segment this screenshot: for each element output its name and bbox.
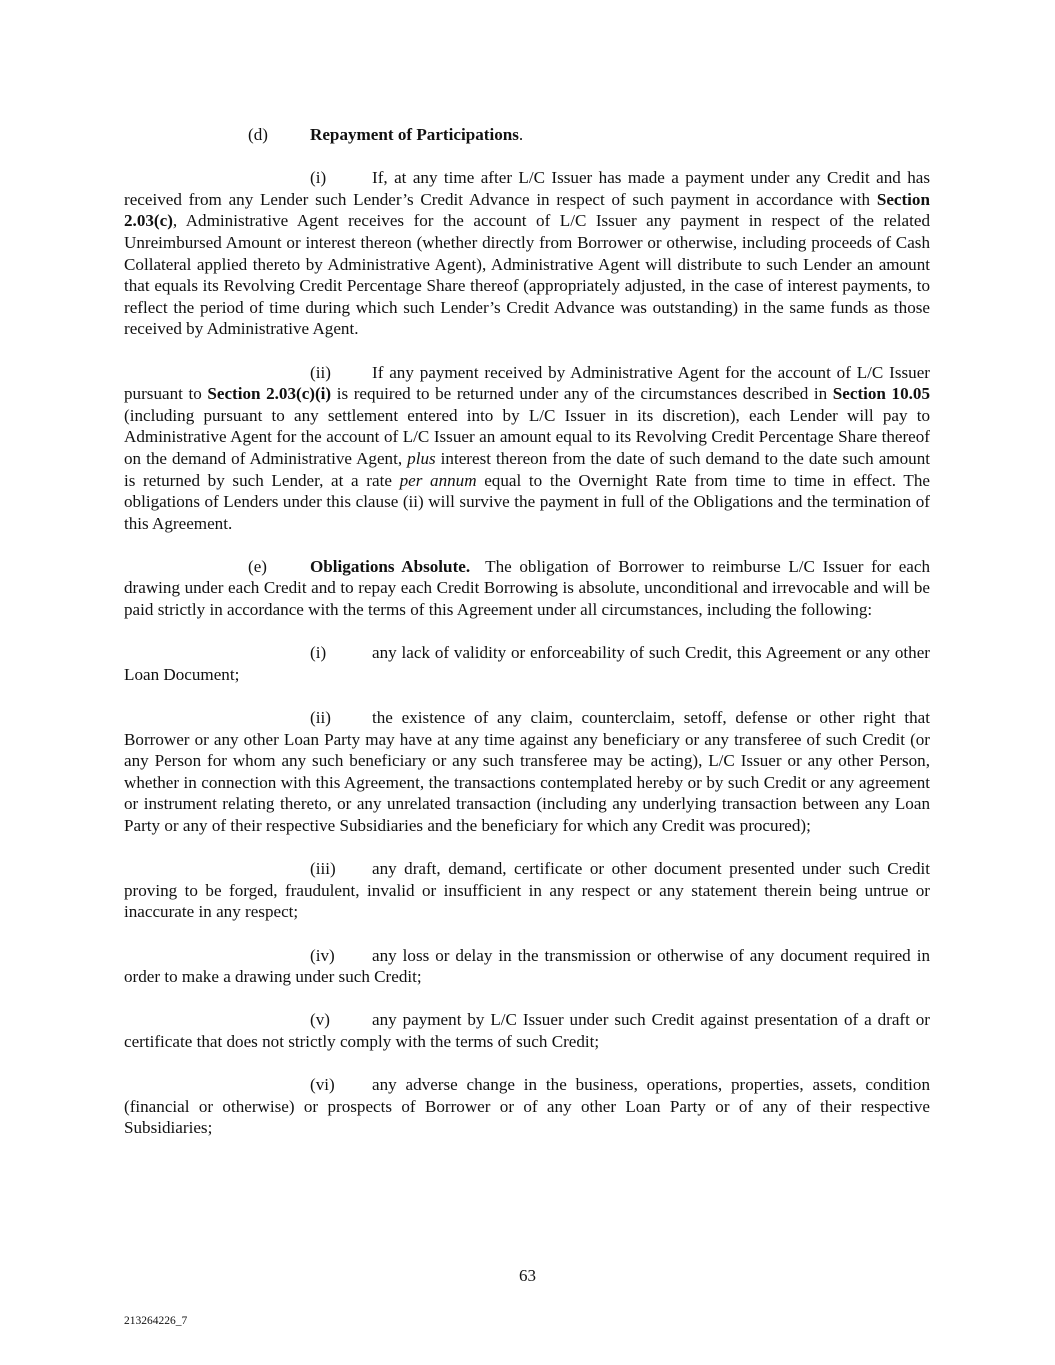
section-d-heading: (d) Repayment of Participations. (248, 125, 524, 144)
paragraph-e-ii: (ii) the existence of any claim, counterclaim, setoff, defense or other right that Borrower or any other Loan Party may have at any time against any beneficiary or any transferee of such Credit (or any Person for whom any such beneficiary or any such transferee may be acting), L/C Issuer or any other Person, whether in connection with this Agreement, the transactions contemplated hereby or by such Credit or any agreement or instrument relating thereto, or any unrelated transaction (including any underlying transaction between any Loan Party or any of their respective Subsidiaries and the beneficiary for which any Credit was procured); (124, 708, 930, 835)
emphasis: plus (407, 448, 436, 468)
paragraph-e-iv: (iv) any loss or delay in the transmission or otherwise of any document required in order to make a drawing under such Credit; (124, 945, 930, 987)
emphasis: per annum (399, 470, 477, 490)
paragraph-e-iv-label: (iv) (310, 945, 335, 965)
section-ref: Section 10.05 (832, 384, 930, 404)
page-number: 63 (519, 1266, 536, 1285)
paragraph-e-iii: (iii) any draft, demand, certificate or other document presented under such Credit proving to be forged, fraudulent, invalid or insufficient in any respect or any statement therein being untrue or inaccurate in any respect; (124, 859, 930, 922)
paragraph-e-ii-label: (ii) (310, 708, 331, 728)
paragraph-e-vi: (vi) any adverse change in the business, operations, properties, assets, condition (financial or otherwise) or prospects of Borrower or of any other Loan Party or of any of their respective Subsidiaries; (124, 1075, 930, 1138)
paragraph-e-vi-label: (vi) (310, 1075, 335, 1095)
paragraph-e-i-label: (i) (310, 643, 327, 663)
paragraph-d-ii: (ii) If any payment received by Administrative Agent for the account of L/C Issuer pursuant to Section 2.03(c)(i) is required to be returned under any of the circumstances described in Section 10.05 (including pursuant to any settlement entered into by L/C Issuer in its discretion), each Lender will pay to Administrative Agent for the account of L/C Issuer an amount equal to its Revolving Credit Percentage Share thereof on the demand of Administrative Agent, plus interest thereon from the date of such demand to the date such amount is returned by such Lender, at a rate per annum equal to the Overnight Rate from time to time in effect. The obligations of Lenders under this clause (ii) will survive the payment in full of the Obligations and the termination of this Agreement. (124, 362, 930, 533)
paragraph-e-i: (i) any lack of validity or enforceability of such Credit, this Agreement or any other Loan Document; (124, 643, 930, 684)
paragraph-e-v: (v) any payment by L/C Issuer under such Credit against presentation of a draft or certificate that does not strictly comply with the terms of such Credit; (124, 1010, 930, 1051)
document-body (124, 124, 935, 1139)
section-d-title: Repayment of Participations (310, 125, 519, 144)
section-e-title: Obligations Absolute. (310, 556, 471, 576)
document-id: 213264226_7 (124, 1315, 188, 1327)
paragraph-d-ii-label: (ii) (310, 362, 331, 382)
paragraph-d-i: (i) If, at any time after L/C Issuer has made a payment under any Credit and has received from any Lender such Lender’s Credit Advance in respect of such payment in accordance with Section 2.03(c), Administrative Agent receives for the account of L/C Issuer any payment in respect of the related Unreimbursed Amount or interest thereon (whether directly from Borrower or otherwise, including proceeds of Cash Collateral applied thereto by Administrative Agent), Administrative Agent will distribute to such Lender an amount that equals its Revolving Credit Percentage Share thereof (appropriately adjusted, in the case of interest payments, to reflect the period of time during which such Lender’s Credit Advance was outstanding) in the same funds as those received by Administrative Agent. (124, 168, 930, 339)
paragraph-e-iii-label: (iii) (310, 859, 336, 879)
section-e-paragraph: (e) Obligations Absolute. The obligation of Borrower to reimburse L/C Issuer for each drawing under each Credit and to repay each Credit Borrowing is absolute, unconditional and irrevocable and will be paid strictly in accordance with the terms of this Agreement under all circumstances, including the following: (124, 556, 935, 620)
section-ref: Section 2.03(c)(i) (207, 384, 332, 404)
paragraph-e-v-label: (v) (310, 1010, 330, 1030)
paragraph-d-i-label: (i) (310, 168, 327, 188)
section-ref: Section 2.03(c) (124, 189, 930, 231)
section-d-label: (d) (248, 125, 268, 144)
section-e-label: (e) (248, 556, 267, 576)
